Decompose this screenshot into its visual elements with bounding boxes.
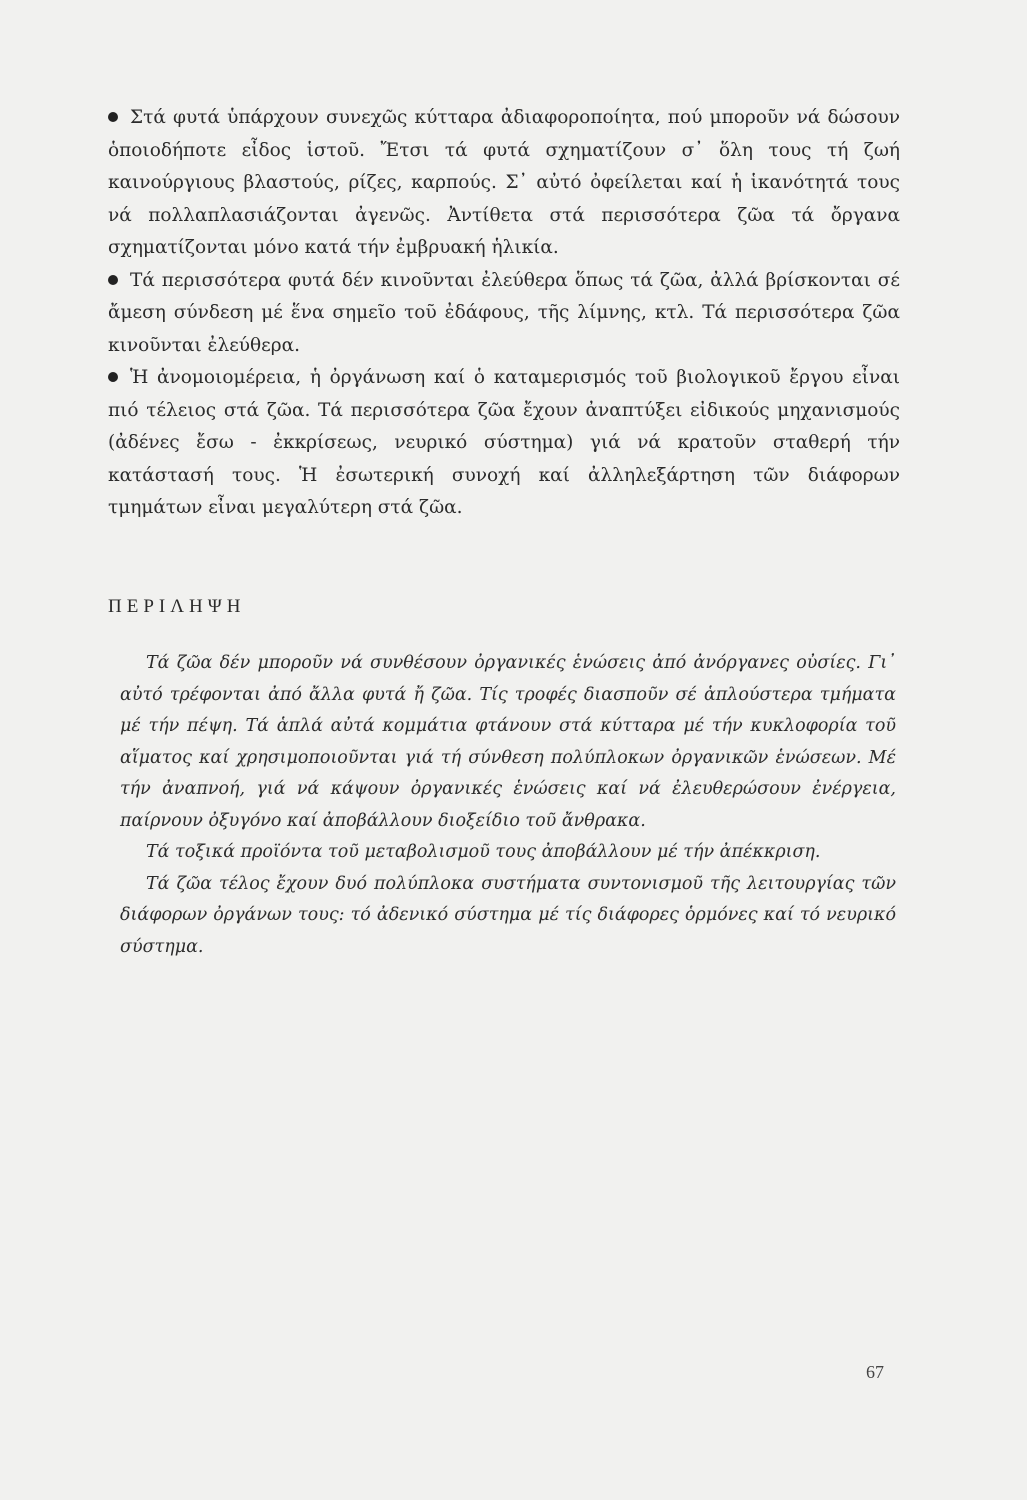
summary-paragraph: Τά τοξικά προϊόντα τοῦ μεταβολισμοῦ τους ἀποβάλλουν μέ τήν ἀπέκκριση. bbox=[146, 842, 821, 862]
comparison-section bbox=[108, 102, 900, 525]
summary-heading: ΠΕΡΙΛΗΨΗ bbox=[108, 596, 246, 617]
summary-paragraph: Τά ζῶα δέν μποροῦν νά συνθέσουν ὀργανικές ἑνώσεις ἀπό ἀνόργανες οὐσίες. Γι᾽ αὐτό τρέφονται ἀπό ἄλλα φυτά ἤ ζῶα. Τίς τροφές διασποῦν σέ ἁπλούστερα τμήματα μέ τήν πέψη. Τά ἁπλά αὐτά κομμάτια φτάνουν στά κύτταρα μέ τήν κυκλοφορία τοῦ αἵματος καί χρησιμοποιοῦνται γιά τή σύνθεση πολύπλοκων ὀργανικῶν ἑνώσεων. Μέ τήν ἀναπνοή, γιά νά κάψουν ὀργανικές ἑνώσεις καί νά ἐλευθερώσουν ἐνέργεια, παίρνουν ὀξυγόνο καί ἀποβάλλουν διοξείδιο τοῦ ἄνθρακα. bbox=[120, 653, 896, 831]
page-number: 67 bbox=[866, 1362, 884, 1382]
bullet-icon bbox=[108, 112, 118, 122]
summary-section bbox=[120, 648, 896, 963]
bullet-text: Στά φυτά ὑπάρχουν συνεχῶς κύτταρα ἀδιαφοροποίητα, πού μποροῦν νά δώσουν ὁποιοδήποτε εἶδος ἱστοῦ. Ἔτσι τά φυτά σχηματίζουν σ᾽ ὅλη τους τή ζωή καινούργιους βλαστούς, ρίζες, καρπούς. Σ᾽ αὐτό ὀφείλεται καί ἡ ἱκανότητά τους νά πολλαπλασιάζονται ἀγενῶς. Ἀντίθετα στά περισσότερα ζῶα τά ὄργανα σχηματίζονται μόνο κατά τήν ἐμβρυακή ἡλικία. bbox=[108, 107, 900, 258]
bullet-icon bbox=[108, 372, 118, 382]
bullet-paragraph bbox=[108, 265, 900, 363]
summary-paragraph: Τά ζῶα τέλος ἔχουν δυό πολύπλοκα συστήματα συντονισμοῦ τῆς λειτουργίας τῶν διάφορων ὀργάνων τους: τό ἀδενικό σύστημα μέ τίς διάφορες ὁρμόνες καί τό νευρικό σύστημα. bbox=[120, 873, 896, 957]
bullet-icon bbox=[108, 275, 118, 285]
bullet-paragraph bbox=[108, 102, 900, 265]
bullet-text: Ἡ ἀνομοιομέρεια, ἡ ὀργάνωση καί ὁ καταμερισμός τοῦ βιολογικοῦ ἔργου εἶναι πιό τέλειος στά ζῶα. Τά περισσότερα ζῶα ἔχουν ἀναπτύξει εἰδικούς μηχανισμούς (ἀδένες ἔσω - ἐκκρίσεως, νευρικό σύστημα) γιά νά κρατοῦν σταθερή τήν κατάστασή τους. Ἡ ἐσωτερική συνοχή καί ἀλληλεξάρτηση τῶν διάφορων τμημάτων εἶναι μεγαλύτερη στά ζῶα. bbox=[108, 367, 900, 518]
bullet-paragraph bbox=[108, 362, 900, 525]
bullet-text: Τά περισσότερα φυτά δέν κινοῦνται ἐλεύθερα ὅπως τά ζῶα, ἀλλά βρίσκονται σέ ἄμεση σύνδεση μέ ἕνα σημεῖο τοῦ ἐδάφους, τῆς λίμνης, κτλ. Τά περισσότερα ζῶα κινοῦνται ἐλεύθερα. bbox=[108, 269, 900, 356]
